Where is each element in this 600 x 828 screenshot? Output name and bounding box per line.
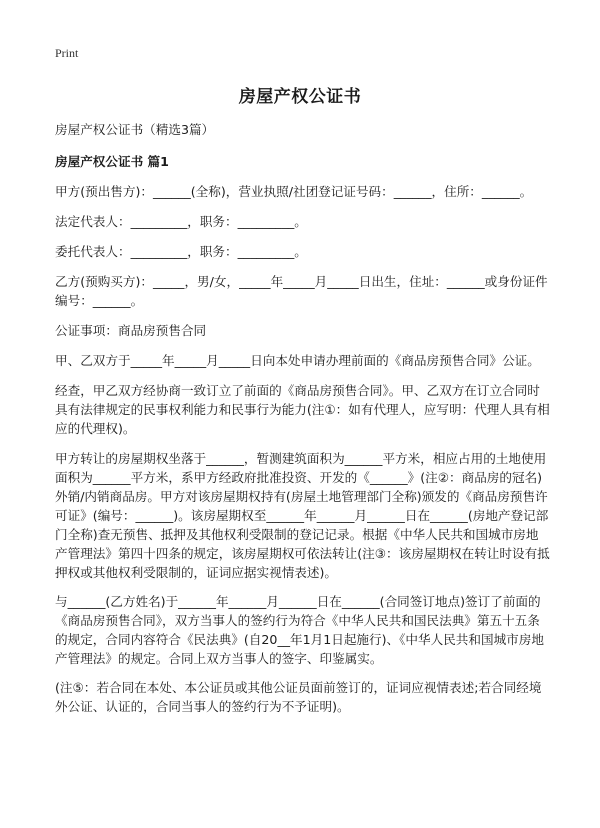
paragraph-party-b: 乙方(预购买方)：_____，男/女，_____年_____月_____日出生，住址：______或身份证件编号：______。 <box>55 274 548 308</box>
paragraph-notarial-matter: 公证事项：商品房预售合同 <box>55 323 207 338</box>
paragraph-party-a: 甲方(预出售方)：______(全称)，营业执照/社团登记证号码：______，住所：______。 <box>55 184 533 199</box>
paragraph-legal-representative: 法定代表人：_________，职务：_________。 <box>55 214 307 229</box>
paragraph-verification: 经查，甲乙双方经协商一致订立了前面的《商品房预售合同》。甲、乙双方在订立合同时具有法律规定的民事权利能力和民事行为能力(注①：如有代理人，应写明：代理人具有相应的代理权)。 <box>55 383 550 436</box>
paragraph-note-5: (注⑤：若合同在本处、本公证员或其他公证员面前签订的，证词应视情表述;若合同经境外公证、认证的，合同当事人的签约行为不予证明)。 <box>55 680 542 714</box>
section-title: 房屋产权公证书 篇1 <box>55 154 169 169</box>
document-title: 房屋产权公证书 <box>238 87 362 107</box>
paragraph-contract-signing: 与______(乙方姓名)于______年______月______日在______(合同签订地点)签订了前面的《商品房预售合同》，双方当事人的签约行为符合《中华人民共和国民法典》第五十五条的规定，合同内容符合《民法典》(自20__年1月1日起施行)、《中华人民共和国城市房地产管理法》的规定。合同上双方当事人的签字、印鉴属实。 <box>55 594 544 666</box>
document-subtitle: 房屋产权公证书（精选3篇） <box>55 122 215 137</box>
paragraph-property-details: 甲方转让的房屋期权坐落于______，暂测建筑面积为______平方米，相应占用的土地使用面积为______平方米，系甲方经政府批准投资、开发的《______》(注②：商品房的冠名)外销/内销商品房。甲方对该房屋期权持有(房屋土地管理部门全称)颁发的《商品房预售许可证》(编号：______)。该房屋期权至______年______月______日在______(房地产登记部门全称)查无预售、抵押及其他权利受限制的登记记录。根据《中华人民共和国城市房地产管理法》第四十四条的规定，该房屋期权可依法转让(注③：该房屋期权在转让时设有抵押权或其他权利受限制的，证词应据实视情表述)。 <box>55 451 550 580</box>
document-body <box>55 120 550 727</box>
print-label: Print <box>55 46 79 60</box>
paragraph-authorized-representative: 委托代表人：_________，职务：_________。 <box>55 244 307 259</box>
paragraph-application: 甲、乙双方于_____年_____月_____日向本处申请办理前面的《商品房预售合同》公证。 <box>55 353 540 368</box>
